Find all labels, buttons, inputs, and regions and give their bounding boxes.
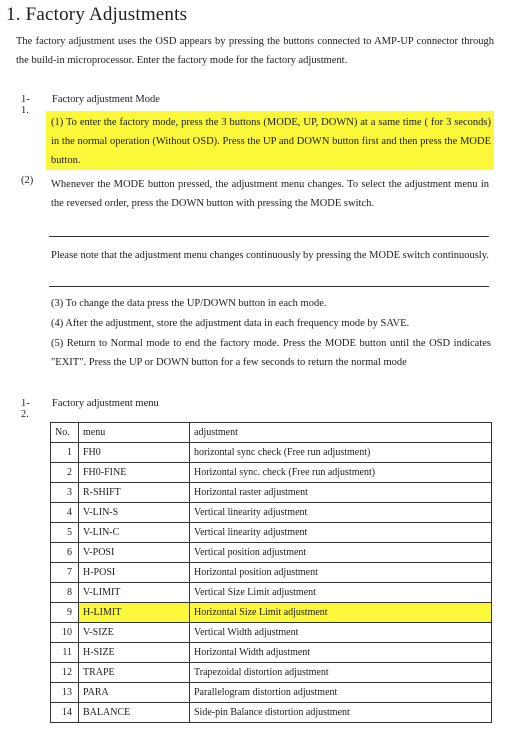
- adjustment-menu-table: [50, 422, 492, 723]
- row-adjustment: Trapezoidal distortion adjustment: [190, 663, 492, 683]
- row-adjustment: Horizontal Size Limit adjustment: [190, 603, 492, 623]
- row-menu: PARA: [79, 683, 190, 703]
- table-header-row: [51, 423, 492, 443]
- section-title: Factory adjustment Mode: [52, 94, 160, 105]
- row-number: 14: [51, 703, 79, 723]
- row-number: 4: [51, 503, 79, 523]
- note-paragraph: Please note that the adjustment menu changes continuously by pressing the MODE switch continuously.: [51, 250, 489, 261]
- row-menu: TRAPE: [79, 663, 190, 683]
- table-row: [51, 543, 492, 563]
- step-5-paragraph: (5) Return to Normal mode to end the factory mode. Press the MODE button until the OSD indicates "EXIT". Press the UP or DOWN button for a few seconds to return the normal mode: [51, 338, 491, 368]
- table-row: [51, 523, 492, 543]
- row-number: 2: [51, 463, 79, 483]
- step-4-paragraph: (4) After the adjustment, store the adjustment data in each frequency mode by SAVE.: [51, 318, 410, 329]
- row-adjustment: horizontal sync check (Free run adjustment): [190, 443, 492, 463]
- table-row: [51, 663, 492, 683]
- row-adjustment: Horizontal raster adjustment: [190, 483, 492, 503]
- column-header-menu: menu: [79, 423, 190, 443]
- row-number: 6: [51, 543, 79, 563]
- step-2-number: (2): [21, 175, 34, 186]
- table-row: [51, 463, 492, 483]
- step-1-paragraph: (1) To enter the factory mode, press the 3 buttons (MODE, UP, DOWN) at a same time ( for 3 seconds) in the normal operation (Without OSD). Press the UP and DOWN button first and then press the MODE button.: [51, 117, 491, 166]
- row-adjustment: Parallelogram distortion adjustment: [190, 683, 492, 703]
- table-row: [51, 483, 492, 503]
- section-title: Factory adjustment menu: [52, 398, 159, 409]
- table-row: [51, 703, 492, 723]
- row-number: 7: [51, 563, 79, 583]
- column-header-no: No.: [51, 423, 79, 443]
- step-3-paragraph: (3) To change the data press the UP/DOWN button in each mode.: [51, 298, 327, 309]
- row-number: 10: [51, 623, 79, 643]
- row-menu: H-LIMIT: [79, 603, 190, 623]
- row-adjustment: Side-pin Balance distortion adjustment: [190, 703, 492, 723]
- table-row: [51, 623, 492, 643]
- row-number: 9: [51, 603, 79, 623]
- row-adjustment: Vertical position adjustment: [190, 543, 492, 563]
- row-adjustment: Vertical Width adjustment: [190, 623, 492, 643]
- row-menu: H-SIZE: [79, 643, 190, 663]
- row-adjustment: Vertical Size Limit adjustment: [190, 583, 492, 603]
- table-row: [51, 583, 492, 603]
- table-row: [51, 503, 492, 523]
- row-adjustment: Horizontal sync. check (Free run adjustment): [190, 463, 492, 483]
- row-menu: BALANCE: [79, 703, 190, 723]
- note-bottom-rule: [49, 286, 489, 287]
- intro-paragraph: The factory adjustment uses the OSD appears by pressing the buttons connected to AMP-UP connector through the build-in microprocessor. Enter the factory mode for the factory adjustment.: [16, 36, 494, 66]
- step-2-paragraph: Whenever the MODE button pressed, the adjustment menu changes. To select the adjustment menu in the reversed order, press the DOWN button with pressing the MODE switch.: [51, 179, 489, 209]
- row-number: 8: [51, 583, 79, 603]
- row-menu: V-LIMIT: [79, 583, 190, 603]
- column-header-adjustment: adjustment: [190, 423, 492, 443]
- row-number: 5: [51, 523, 79, 543]
- section-number: 1-2.: [21, 398, 30, 420]
- table-row: [51, 603, 492, 623]
- table-row: [51, 683, 492, 703]
- row-menu: V-LIN-C: [79, 523, 190, 543]
- row-adjustment: Horizontal position adjustment: [190, 563, 492, 583]
- page-title: 1. Factory Adjustments: [6, 4, 188, 25]
- row-menu: H-POSI: [79, 563, 190, 583]
- row-menu: V-SIZE: [79, 623, 190, 643]
- row-adjustment: Horizontal Width adjustment: [190, 643, 492, 663]
- row-adjustment: Vertical linearity adjustment: [190, 503, 492, 523]
- section-number: 1-1.: [21, 94, 30, 116]
- row-number: 3: [51, 483, 79, 503]
- table-row: [51, 443, 492, 463]
- row-menu: V-POSI: [79, 543, 190, 563]
- row-menu: FH0-FINE: [79, 463, 190, 483]
- table-row: [51, 563, 492, 583]
- note-top-rule: [49, 236, 489, 237]
- row-menu: R-SHIFT: [79, 483, 190, 503]
- row-menu: FH0: [79, 443, 190, 463]
- row-number: 11: [51, 643, 79, 663]
- row-number: 13: [51, 683, 79, 703]
- row-number: 12: [51, 663, 79, 683]
- row-number: 1: [51, 443, 79, 463]
- row-adjustment: Vertical linearity adjustment: [190, 523, 492, 543]
- table-row: [51, 643, 492, 663]
- row-menu: V-LIN-S: [79, 503, 190, 523]
